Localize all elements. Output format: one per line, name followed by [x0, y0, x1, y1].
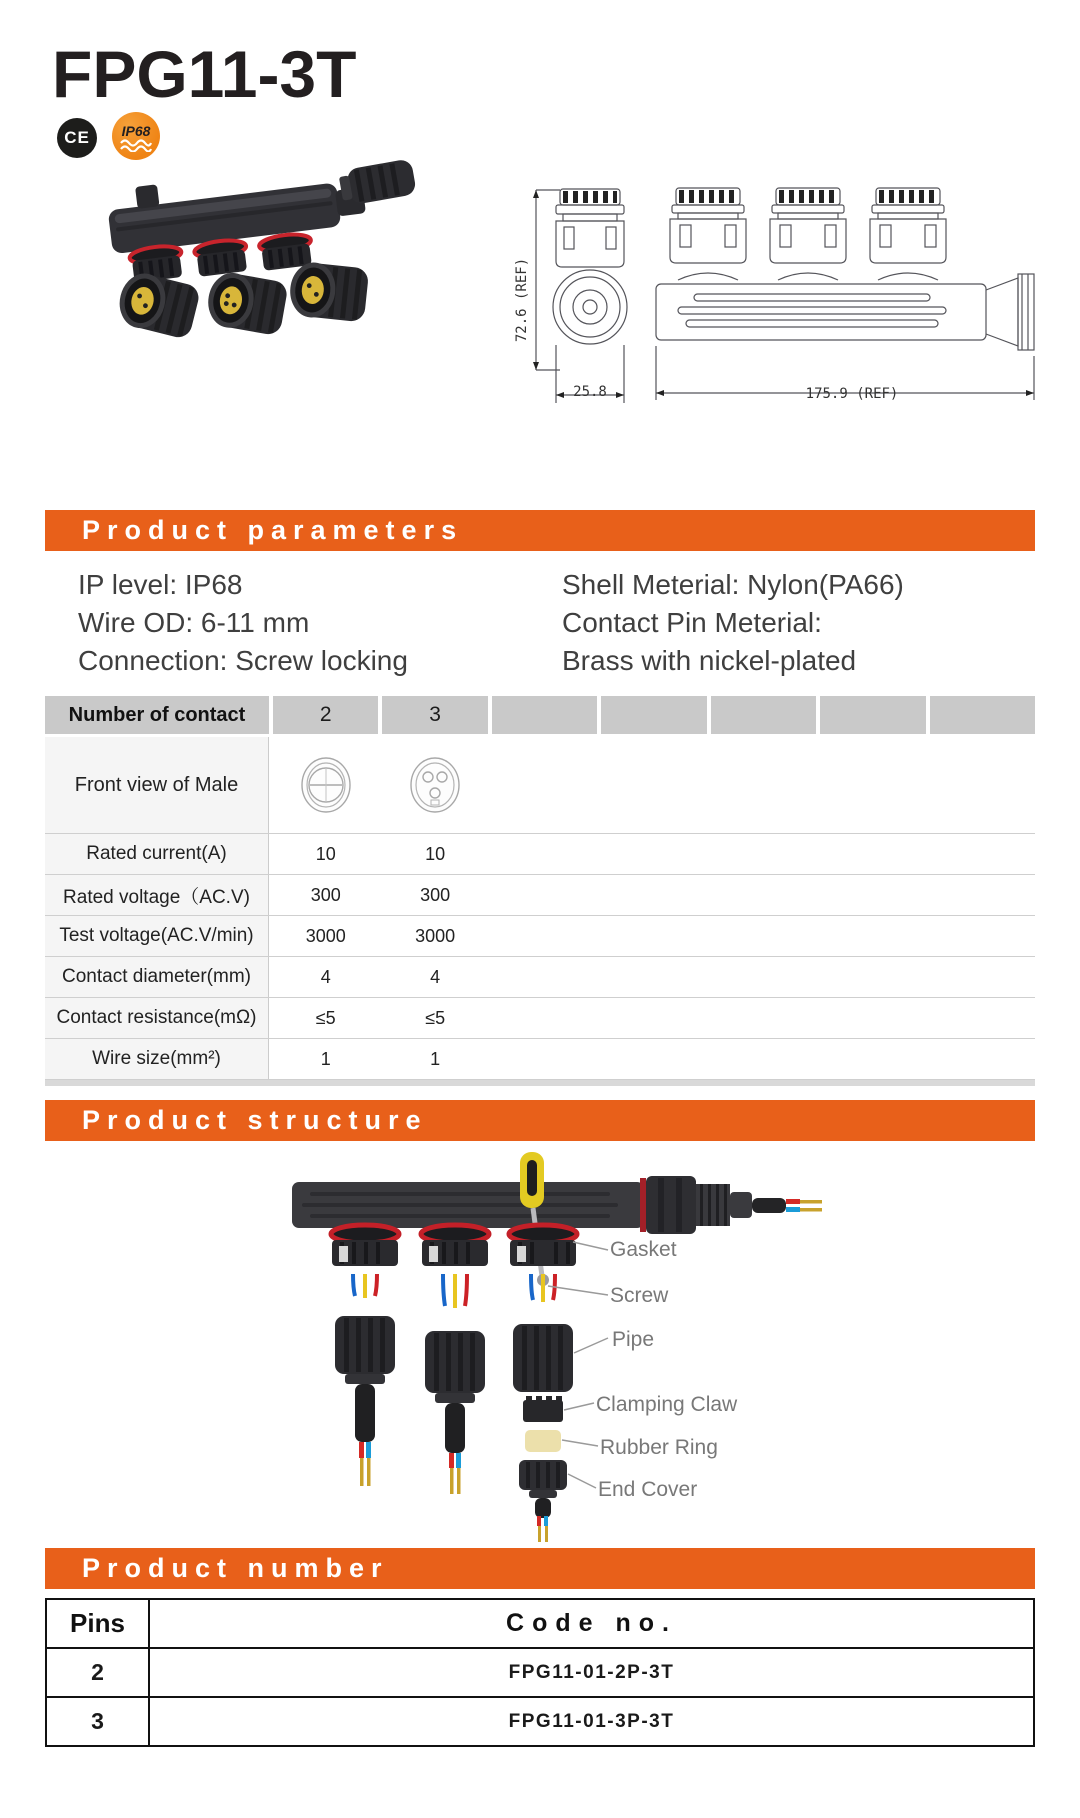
spec-cell: 3000 [305, 925, 346, 946]
spec-row-label: Rated current(A) [45, 834, 269, 874]
structure-diagram [240, 1148, 840, 1546]
spec-table-header-row [45, 696, 1035, 734]
spec-cell: 300 [420, 884, 451, 905]
spec-header-empty [930, 696, 1035, 734]
table-row [45, 1039, 1035, 1080]
spec-cell: 4 [320, 966, 331, 987]
pins-value: 3 [47, 1698, 150, 1745]
structure-label-clamping-claw: Clamping Claw [596, 1393, 738, 1416]
drawing-front-view [648, 180, 1048, 410]
spec-header-value: 3 [382, 696, 487, 734]
spec-row-label: Contact diameter(mm) [45, 957, 269, 997]
ce-label: CE [64, 128, 90, 147]
table-row [45, 875, 1035, 916]
dimension-height: 72.6 (REF) [514, 257, 530, 343]
param-line: Contact Pin Meterial: [562, 607, 822, 638]
product-photo [80, 150, 450, 365]
spec-header-empty [820, 696, 925, 734]
spec-cell: 10 [425, 843, 446, 864]
spec-cell: 1 [320, 1048, 331, 1069]
table-row [45, 737, 1035, 834]
param-line: Connection: Screw locking [78, 645, 408, 676]
table-row [47, 1649, 1033, 1698]
structure-label-gasket: Gasket [610, 1238, 677, 1261]
spec-cell: 3000 [415, 925, 456, 946]
structure-label-screw: Screw [610, 1284, 669, 1307]
section-title-product-number: Product number [45, 1548, 1035, 1589]
table-bottom-rule [45, 1080, 1035, 1086]
spec-row-label: Rated voltage（AC.V) [45, 875, 269, 915]
column-header-pins: Pins [47, 1600, 150, 1647]
spec-table [45, 696, 1035, 1086]
spec-cell: ≤5 [315, 1007, 336, 1028]
structure-label-end-cover: End Cover [598, 1478, 698, 1501]
spec-row-label: Test voltage(AC.V/min) [45, 916, 269, 956]
section-title-product-parameters: Product parameters [45, 510, 1035, 551]
page-title: FPG11-3T [52, 37, 357, 111]
spec-row-label: Wire size(mm²) [45, 1039, 269, 1079]
spec-cell: 300 [310, 884, 341, 905]
front-view-2pin-icon [300, 756, 352, 814]
spec-cell: 10 [315, 843, 336, 864]
structure-label-pipe: Pipe [612, 1328, 655, 1351]
param-line: Wire OD: 6-11 mm [78, 607, 310, 638]
section-title-product-structure: Product structure [45, 1100, 1035, 1141]
table-header-row [47, 1600, 1033, 1649]
front-view-3pin-icon [409, 756, 461, 814]
param-line: Brass with nickel-plated [562, 645, 857, 676]
structure-label-rubber-ring: Rubber Ring [600, 1436, 718, 1459]
table-row [45, 998, 1035, 1039]
spec-header-value: 2 [273, 696, 378, 734]
spec-cell: ≤5 [425, 1007, 446, 1028]
spec-header-label: Number of contact [45, 696, 269, 734]
spec-header-empty [492, 696, 597, 734]
code-value: FPG11-01-3P-3T [508, 1710, 675, 1732]
drawing-side-view [530, 185, 640, 410]
spec-header-empty [711, 696, 816, 734]
dimension-small-width: 25.8 [573, 384, 607, 400]
spec-cell: 4 [430, 966, 441, 987]
spec-header-empty [601, 696, 706, 734]
table-row [45, 916, 1035, 957]
spec-row-label: Contact resistance(mΩ) [45, 998, 269, 1038]
param-line: Shell Meterial: Nylon(PA66) [562, 569, 904, 600]
table-row [47, 1698, 1033, 1745]
spec-cell: 1 [430, 1048, 441, 1069]
code-value: FPG11-01-2P-3T [508, 1661, 675, 1683]
parameters-left-column [78, 566, 408, 680]
parameters-right-column [562, 566, 904, 680]
table-row [45, 834, 1035, 875]
table-row [45, 957, 1035, 998]
column-header-code: Code no. [506, 1609, 677, 1637]
ip68-label: IP68 [121, 122, 151, 139]
param-line: IP level: IP68 [78, 569, 243, 600]
product-number-table [45, 1598, 1035, 1747]
pins-value: 2 [47, 1649, 150, 1696]
dimension-total-width: 175.9 (REF) [805, 386, 899, 402]
spec-row-label: Front view of Male [45, 737, 269, 833]
